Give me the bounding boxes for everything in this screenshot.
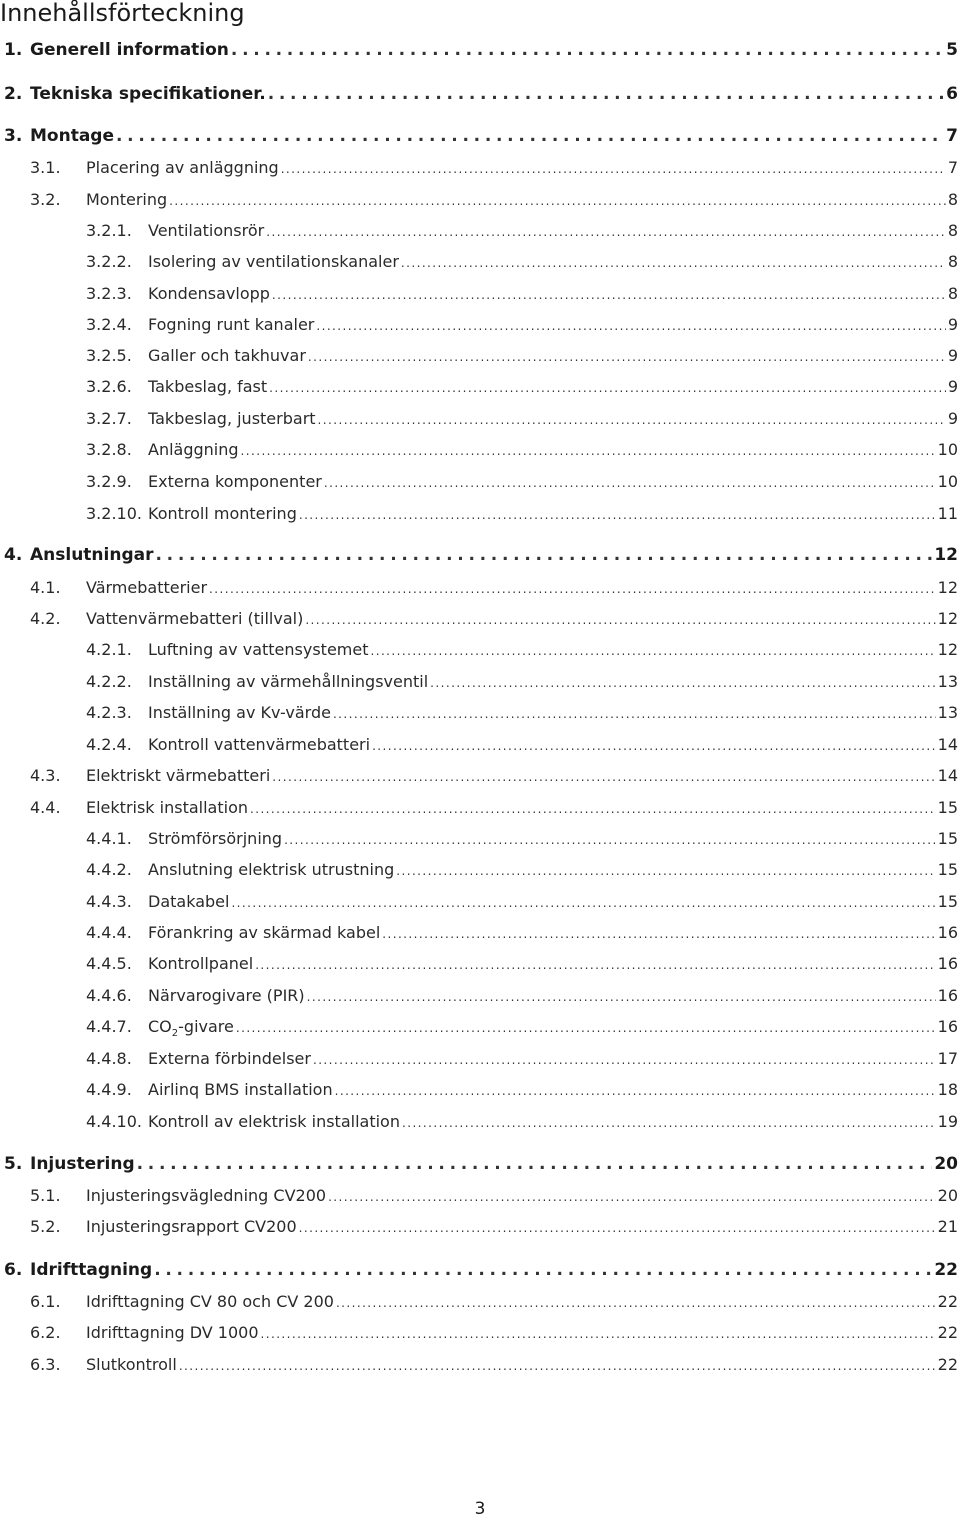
toc-entry-title: Takbeslag, justerbart [148,409,316,428]
toc-entry-title: Luftning av vattensystemet [148,640,369,659]
toc-entry-title: Idrifttagning CV 80 och CV 200 [86,1292,334,1311]
toc-entry[interactable] [30,1321,958,1345]
toc-entry-page: 15 [937,892,958,911]
toc-entry-number: 5.1. [30,1186,61,1205]
toc-entry-page: 9 [947,409,958,428]
toc-entry-title: Inställning av värmehållningsventil [148,672,429,691]
toc-entry-number: 3.2.5. [86,346,132,365]
toc-entry[interactable] [4,1152,958,1176]
toc-entry-number: 4.1. [30,578,61,597]
toc-leader-dots [154,1258,932,1282]
toc-entry-number: 4.4.2. [86,860,132,879]
toc-entry-number: 4.4. [30,798,61,817]
toc-entry[interactable] [30,764,958,788]
toc-entry-title-main: CO [148,1017,172,1036]
toc-entry[interactable] [30,607,958,631]
toc-entry-page: 9 [947,315,958,334]
toc-entry-page: 12 [937,578,958,597]
toc-entry[interactable] [30,1184,958,1208]
toc-leader-dots [299,1215,936,1240]
toc-entry-title: Injusteringsvägledning CV200 [86,1186,327,1205]
toc-leader-dots [430,670,935,695]
toc-entry-number: 5. [4,1154,23,1174]
toc-entry-page: 13 [937,703,958,722]
toc-entry-number: 4.4.10. [86,1112,142,1131]
toc-entry-page: 7 [946,126,958,146]
toc-entry-title: Ventilationsrör [148,221,265,240]
toc-entry-number: 4.2.3. [86,703,132,722]
toc-entry-page: 12 [937,609,958,628]
toc-entry-title-rest: -givare [178,1017,234,1036]
toc-entry[interactable] [86,502,958,526]
toc-entry-title-subscript: 2 [171,1028,179,1040]
toc-entry[interactable] [86,344,958,368]
toc-entry-number: 3.2.8. [86,440,132,459]
toc-entry-number: 3.2.10. [86,504,142,523]
page-title: Innehållsförteckning [0,0,245,27]
toc-leader-dots [284,827,936,852]
toc-entry-title: Fogning runt kanaler [148,315,315,334]
toc-entry-title: Idrifttagning [30,1260,153,1280]
toc-leader-dots [324,470,936,495]
toc-entry[interactable] [30,1290,958,1314]
page-number: 3 [474,1499,486,1519]
toc-entry-title: Kontroll av elektrisk installation [148,1112,400,1131]
toc-entry-page: 8 [947,284,958,303]
toc-entry[interactable] [4,124,958,148]
toc-entry[interactable] [86,701,958,725]
toc-leader-dots [313,1047,936,1072]
toc-entry[interactable] [86,1110,958,1134]
toc-entry-number: 4.2. [30,609,61,628]
toc-entry[interactable] [86,858,958,882]
toc-entry[interactable] [30,796,958,820]
toc-leader-dots [137,1152,933,1176]
toc-entry-page: 19 [937,1112,958,1131]
toc-entry-number: 3.2.3. [86,284,132,303]
toc-entry[interactable] [86,313,958,337]
toc-leader-dots [328,1184,936,1209]
toc-leader-dots [299,502,936,527]
toc-entry-page: 18 [937,1080,958,1099]
toc-entry-title: Idrifttagning DV 1000 [86,1323,259,1342]
toc-entry-page: 5 [946,40,958,60]
toc-leader-dots [261,1321,936,1346]
toc-entry[interactable] [86,1047,958,1071]
toc-entry-title: Takbeslag, fast [148,377,268,396]
toc-leader-dots [209,576,936,601]
toc-entry[interactable] [86,1078,958,1102]
toc-leader-dots [241,438,936,463]
toc-entry-title: Kondensavlopp [148,284,270,303]
toc-entry-title: Värmebatterier [86,578,208,597]
toc-entry-number: 3.2.1. [86,221,132,240]
toc-entry-number: 3.2.2. [86,252,132,271]
toc-leader-dots [333,701,936,726]
toc-entry[interactable] [4,38,958,62]
toc-entry-title: Anslutning elektrisk utrustning [148,860,395,879]
toc-entry[interactable] [86,282,958,306]
toc-entry-number: 3.2.9. [86,472,132,491]
toc-entry-title: Airlinq BMS installation [148,1080,333,1099]
toc-leader-dots [372,733,936,758]
toc-leader-dots [371,638,936,663]
toc-entry-page: 11 [937,504,958,523]
toc-entry-title: Anslutningar [30,545,154,565]
toc-entry-number: 2. [4,84,23,104]
toc-entry[interactable] [86,438,958,462]
toc-entry-page: 8 [947,221,958,240]
toc-entry-number: 6.1. [30,1292,61,1311]
toc-entry-page: 20 [934,1154,958,1174]
toc-entry[interactable] [4,543,958,567]
toc-entry-page: 10 [937,440,958,459]
toc-entry-number: 3.2.4. [86,315,132,334]
toc-entry-page: 15 [937,829,958,848]
toc-entry-page: 22 [937,1292,958,1311]
toc-leader-dots [272,764,935,789]
toc-entry[interactable] [86,1015,958,1039]
toc-entry-title: Strömförsörjning [148,829,283,848]
toc-entry-number: 5.2. [30,1217,61,1236]
toc-entry[interactable] [86,890,958,914]
toc-entry-title: Kontrollpanel [148,954,254,973]
toc-entry-title: Injustering [30,1154,135,1174]
toc-leader-dots [305,607,935,632]
toc-entry-title: Elektriskt värmebatteri [86,766,271,785]
toc-entry-number: 3. [4,126,23,146]
toc-entry-page: 22 [934,1260,958,1280]
toc-leader-dots [255,952,935,977]
toc-entry[interactable] [86,250,958,274]
toc-entry-page: 16 [937,986,958,1005]
toc-entry[interactable] [30,576,958,600]
toc-entry-title: Datakabel [148,892,230,911]
toc-leader-dots [266,219,946,244]
toc-entry-page: 13 [937,672,958,691]
toc-entry-number: 4.4.3. [86,892,132,911]
toc-entry-title: Galler och takhuvar [148,346,306,365]
toc-entry-page: 22 [937,1323,958,1342]
toc-entry-page: 14 [937,735,958,754]
toc-entry-title: Montering [86,190,168,209]
toc-entry-number: 4.4.7. [86,1017,132,1036]
toc-entry-page: 8 [947,190,958,209]
toc-leader-dots [250,796,936,821]
toc-entry-number: 4.2.4. [86,735,132,754]
toc-entry-title [148,1015,234,1046]
toc-entry-number: 6.2. [30,1323,61,1342]
toc-leader-dots [231,890,935,915]
toc-entry[interactable] [86,952,958,976]
toc-leader-dots [116,124,944,148]
toc-entry-number: 4.4.4. [86,923,132,942]
toc-entry-title: Externa komponenter [148,472,322,491]
toc-entry[interactable] [86,375,958,399]
toc-entry-number: 4.4.9. [86,1080,132,1099]
toc-entry-title: Isolering av ventilationskanaler [148,252,399,271]
toc-entry[interactable] [86,407,958,431]
toc-entry-page: 16 [937,1017,958,1036]
toc-leader-dots [268,82,944,106]
toc-entry[interactable] [30,188,958,212]
toc-leader-dots [156,543,933,567]
toc-entry-title: Kontroll montering [148,504,297,523]
toc-leader-dots [308,344,946,369]
toc-entry-title: Anläggning [148,440,239,459]
toc-entry-title: Injusteringsrapport CV200 [86,1217,297,1236]
toc-entry[interactable] [86,219,958,243]
toc-entry-title: Montage [30,126,114,146]
toc-entry-title: Inställning av Kv-värde [148,703,331,722]
toc-entry[interactable] [86,733,958,757]
toc-leader-dots [335,1078,936,1103]
toc-leader-dots [269,375,946,400]
toc-entry-page: 12 [934,545,958,565]
toc-leader-dots [401,250,946,275]
toc-entry-number: 4.2.2. [86,672,132,691]
toc-entry-page: 22 [937,1355,958,1374]
toc-entry-title: Elektrisk installation [86,798,248,817]
toc-leader-dots [318,407,946,432]
toc-leader-dots [231,38,944,62]
toc-entry-title: Tekniska specifikationer. [30,84,266,104]
toc-entry-number: 4.4.6. [86,986,132,1005]
toc-entry-page: 9 [947,346,958,365]
toc-leader-dots [236,1015,936,1040]
toc-entry-page: 7 [947,158,958,177]
toc-leader-dots [272,282,946,307]
toc-entry-page: 8 [947,252,958,271]
toc-entry-number: 4.3. [30,766,61,785]
toc-entry-page: 12 [937,640,958,659]
toc-entry[interactable] [30,1215,958,1239]
toc-entry-page: 14 [937,766,958,785]
toc-entry-page: 15 [937,798,958,817]
toc-entry-number: 3.1. [30,158,61,177]
toc-leader-dots [307,984,936,1009]
toc-entry-title: Kontroll vattenvärmebatteri [148,735,371,754]
toc-entry-title: Slutkontroll [86,1355,177,1374]
toc-entry-page: 20 [937,1186,958,1205]
toc-leader-dots [179,1353,936,1378]
toc-entry-number: 4.4.5. [86,954,132,973]
toc-leader-dots [281,156,946,181]
toc-entry[interactable] [86,984,958,1008]
toc-entry-number: 1. [4,40,23,60]
toc-entry-number: 4. [4,545,23,565]
toc-entry[interactable] [30,1353,958,1377]
toc-entry[interactable] [86,470,958,494]
toc-leader-dots [396,858,935,883]
toc-entry-page: 10 [937,472,958,491]
toc-entry-number: 6. [4,1260,23,1280]
toc-entry[interactable] [4,82,958,106]
toc-leader-dots [169,188,946,213]
toc-leader-dots [382,921,935,946]
toc-entry-page: 15 [937,860,958,879]
toc-leader-dots [402,1110,936,1135]
toc-entry-title: Förankring av skärmad kabel [148,923,381,942]
toc-entry[interactable] [86,827,958,851]
toc-entry[interactable] [4,1258,958,1282]
toc-entry-number: 3.2. [30,190,61,209]
toc-entry-number: 3.2.6. [86,377,132,396]
toc-entry[interactable] [86,638,958,662]
toc-entry-number: 4.2.1. [86,640,132,659]
toc-entry[interactable] [86,670,958,694]
toc-entry-page: 9 [947,377,958,396]
toc-entry-title: Vattenvärmebatteri (tillval) [86,609,304,628]
toc-entry[interactable] [30,156,958,180]
toc-leader-dots [336,1290,936,1315]
toc-entry-number: 4.4.1. [86,829,132,848]
toc-entry[interactable] [86,921,958,945]
toc-entry-page: 16 [937,954,958,973]
toc-entry-title: Externa förbindelser [148,1049,311,1068]
toc-entry-number: 3.2.7. [86,409,132,428]
toc-entry-title: Närvarogivare (PIR) [148,986,305,1005]
toc-entry-number: 4.4.8. [86,1049,132,1068]
toc-entry-title: Generell information [30,40,229,60]
toc-entry-page: 6 [946,84,958,104]
toc-leader-dots [316,313,945,338]
toc-entry-number: 6.3. [30,1355,61,1374]
toc-entry-title: Placering av anläggning [86,158,279,177]
toc-entry-page: 21 [937,1217,958,1236]
toc-entry-page: 17 [937,1049,958,1068]
toc-entry-page: 16 [937,923,958,942]
